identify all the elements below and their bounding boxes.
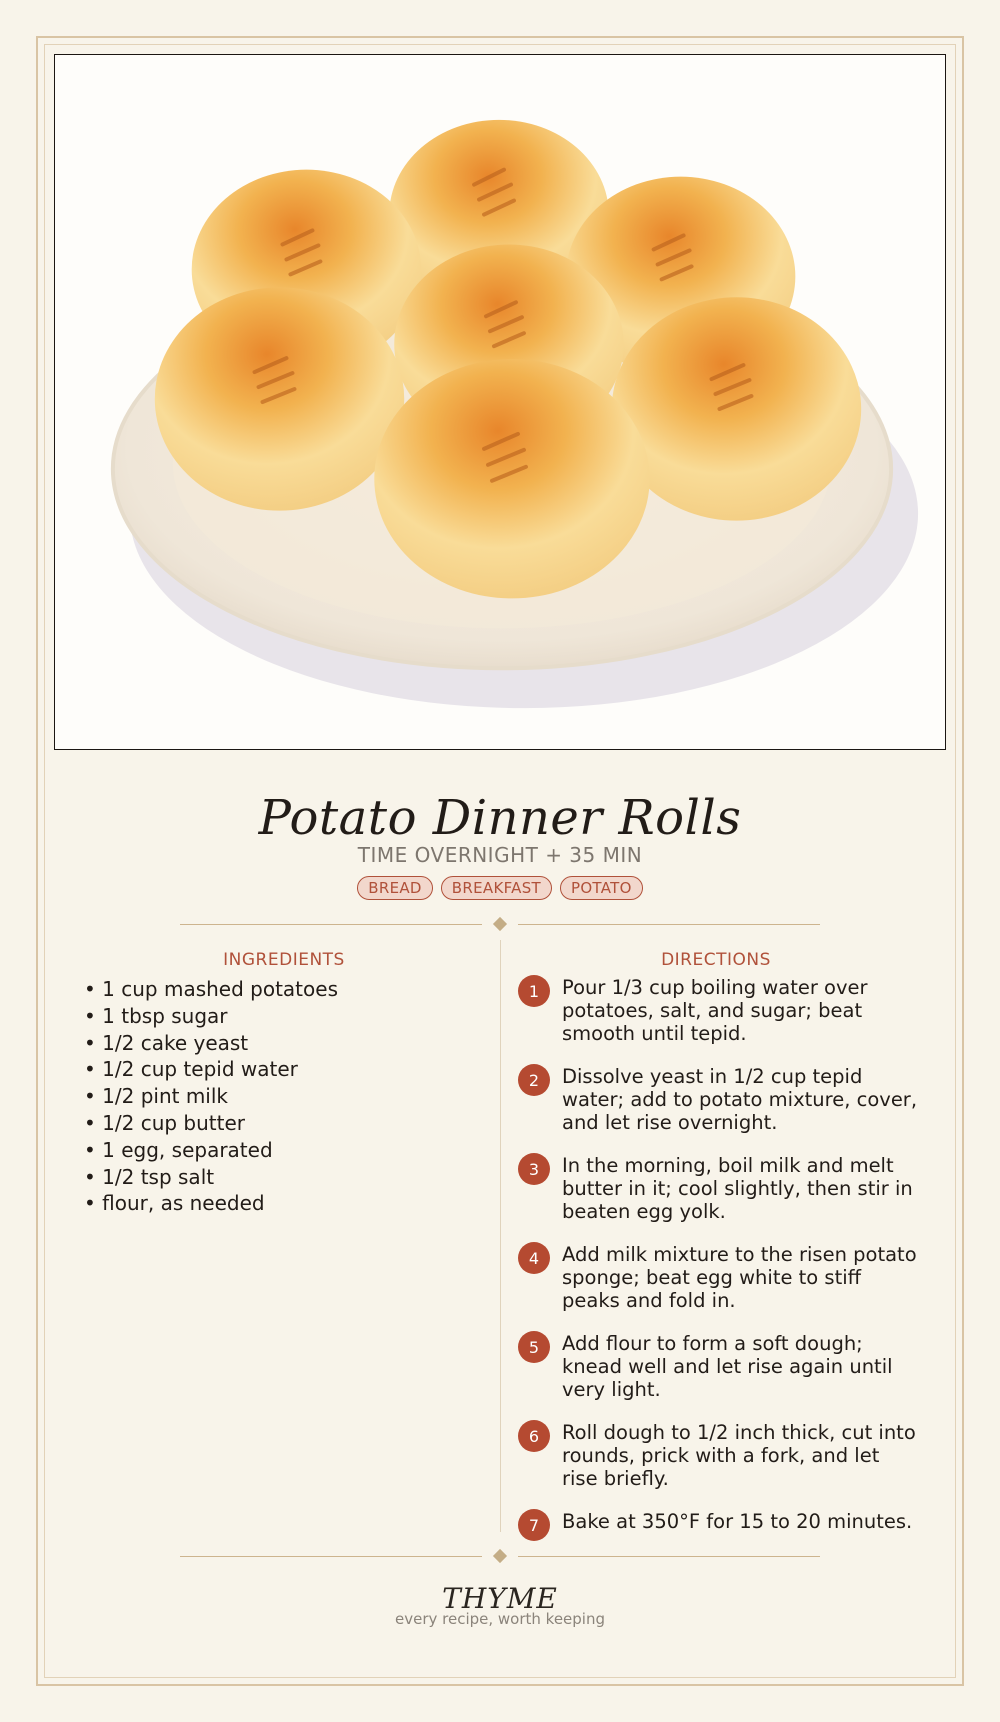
list-item: • 1/2 cake yeast: [84, 1030, 249, 1055]
top-divider: [180, 917, 820, 931]
list-item: • 1/2 cup tepid water: [84, 1057, 298, 1082]
list-item: • 1 egg, separated: [84, 1137, 273, 1162]
step-number-badge: 6: [518, 1420, 550, 1452]
step-number-badge: 5: [518, 1331, 550, 1363]
rolls-illustration: [55, 55, 945, 749]
recipe-title: Potato Dinner Rolls: [258, 790, 742, 846]
step-number-badge: 1: [518, 975, 550, 1007]
step-text: In the morning, boil milk and melt butter in it; cool slightly, then stir in beaten egg yolk.: [562, 1154, 913, 1223]
direction-step: [518, 1332, 918, 1401]
step-number-badge: 3: [518, 1153, 550, 1185]
brand-logo: THYME: [442, 1582, 558, 1615]
direction-step: [518, 1510, 918, 1541]
bottom-divider: [180, 1549, 820, 1563]
list-item: • flour, as needed: [84, 1191, 265, 1216]
tag-potato[interactable]: POTATO: [560, 876, 643, 900]
step-text: Add milk mixture to the risen potato sponge; beat egg white to stiff peaks and fold in.: [562, 1243, 917, 1312]
step-text: Add flour to form a soft dough; knead well and let rise again until very light.: [562, 1332, 893, 1401]
list-item: • 1 cup mashed potatoes: [84, 977, 338, 1001]
direction-step: [518, 1243, 918, 1312]
direction-step: [518, 1421, 918, 1490]
column-divider: [500, 940, 501, 1532]
tag-bread[interactable]: BREAD: [357, 876, 433, 900]
step-number-badge: 7: [518, 1509, 550, 1541]
directions-heading: DIRECTIONS: [661, 950, 771, 970]
tag-breakfast[interactable]: BREAKFAST: [441, 876, 552, 900]
direction-step: [518, 976, 918, 1045]
recipe-photo: [54, 54, 946, 750]
direction-step: [518, 1154, 918, 1223]
brand-tagline: every recipe, worth keeping: [394, 1610, 605, 1628]
list-item: • 1 tbsp sugar: [84, 1003, 228, 1028]
step-text: Roll dough to 1/2 inch thick, cut into rounds, prick with a fork, and let rise briefly.: [562, 1421, 916, 1490]
step-number-badge: 2: [518, 1064, 550, 1096]
step-text: Pour 1/3 cup boiling water over potatoes, salt, and sugar; beat smooth until tepid.: [562, 976, 868, 1045]
list-item: • 1/2 cup butter: [84, 1110, 246, 1135]
recipe-time: TIME OVERNIGHT + 35 MIN: [357, 843, 643, 867]
list-item: • 1/2 pint milk: [84, 1084, 229, 1109]
diamond-icon: [493, 1549, 507, 1563]
ingredients-list: [84, 976, 484, 1217]
ingredients-heading: INGREDIENTS: [223, 950, 345, 970]
direction-step: [518, 1065, 918, 1134]
list-item: • 1/2 tsp salt: [84, 1164, 215, 1189]
tag-list: [0, 876, 1000, 900]
step-text: Bake at 350°F for 15 to 20 minutes.: [562, 1510, 913, 1533]
diamond-icon: [493, 917, 507, 931]
step-number-badge: 4: [518, 1242, 550, 1274]
directions-list: [518, 976, 918, 1561]
step-text: Dissolve yeast in 1/2 cup tepid water; add to potato mixture, cover, and let rise overnight.: [562, 1065, 918, 1134]
